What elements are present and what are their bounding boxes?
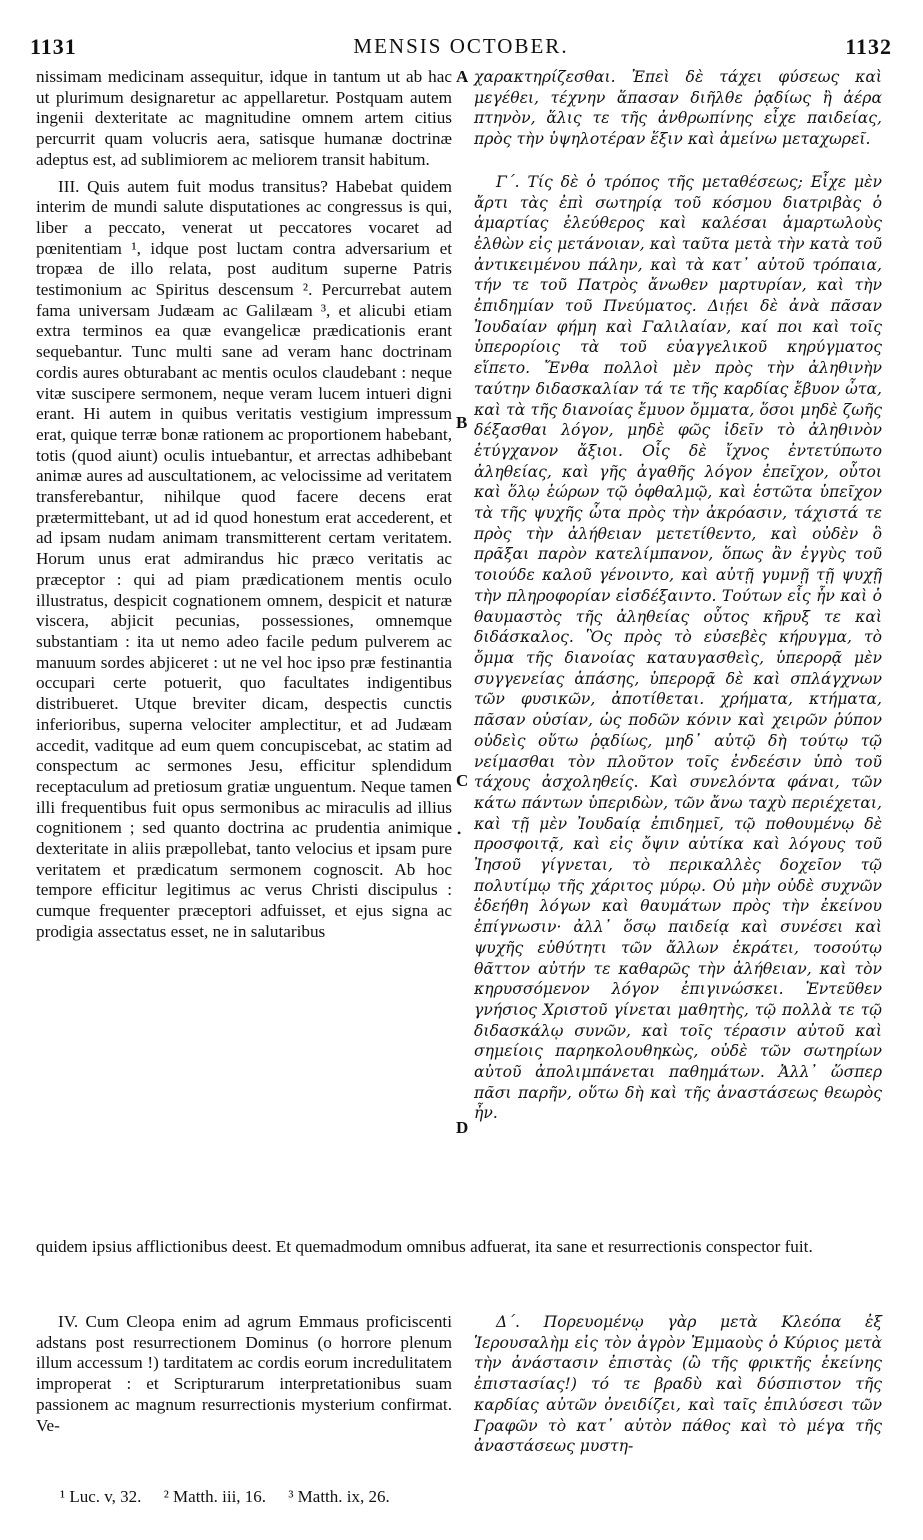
- latin-paragraph-3: quidem ipsius afflictionibus deest. Et quemadmodum omnibus adfuerat, ita sane et resurrectionis conspector fuit.: [36, 1237, 813, 1256]
- latin-full-width-line: [36, 1237, 882, 1258]
- greek-paragraph-2: Γ΄. Τίς δὲ ὁ τρόπος τῆς μεταθέσεως; Εἶχε μὲν ἄρτι τὰς ἐπὶ σωτηρίᾳ τοῦ κόσμου διατριβὰς ὁ ἁμαρτίας ἐλεύθερος καὶ καλέσαι ἁμαρτωλοὺς ἐλθὼν εἰς μετάνοιαν, καὶ ταῦτα μετὰ τὴν κατὰ τοῦ ἀντικειμένου πάλην, καὶ τὰ κατ᾽ αὐτοῦ τρόπαια, τήν τε τοῦ Πατρὸς ἄνωθεν μαρτυρίαν, καὶ τὴν ἐπιδημίαν τοῦ Πνεύματος. Διῄει δὲ ἀνὰ πᾶσαν Ἰουδαίαν φήμη καὶ Γαλιλαίαν, καί ποι καὶ τοῖς ὑπερορίοις τὰ τοῦ εὐαγγελικοῦ κηρύγματος εἵπετο. Ἔνθα πολλοὶ μὲν πρὸς τὴν ἀληθινὴν ταύτην διδασκαλίαν τά τε τῆς καρδίας ἔβυον ὦτα, καὶ τὰ τῆς διανοίας ἔμυον ὄμματα, ὅσοι μηδὲ ζωῆς δέξασθαι λόγον, μηδὲ φῶς ἰδεῖν τὸ ἀληθινὸν ἐτύγχανον ἄξιοι. Οἷς δὲ ἴχνος ἐντετύπωτο ἀληθείας, καὶ γῆς ἀγαθῆς λόγον ἐπεῖχον, οὗτοι καὶ ὅλῳ ἑώρων τῷ ὀφθαλμῷ, καὶ ἑστῶτα ὑπεῖχον τὰ τῆς ψυχῆς ὦτα πρὸς τὴν ἀκρόασιν, τάχιστά τε πρὸς τὴν ἀλήθειαν μετετίθεντο, καὶ οὐδὲν ὃ πρᾶξαι παρὸν κατελίμπανον, ὅπως ἂν ἐγγὺς τοῦ τοιούδε καλοῦ γένοιντο, καὶ αὐτῇ γυμνῇ τῇ ψυχῇ τὴν πληροφορίαν εἰσδέξαιντο. Τούτων εἷς ἦν καὶ ὁ θαυμαστὸς τῆς ἀληθείας οὗτος κῆρυξ τε καὶ διδάσκαλος. Ὃς πρὸς τὸ εὐσεβὲς κήρυγμα, τὸ ὄμμα τῆς διανοίας καταυγασθεὶς, ὑπερορᾷ μὲν συγγενείας ἁπάσης, ὑπερορᾷ δὲ καὶ σπλάγχνων τῶν φυσικῶν, ἀποτίθεται. χρήματα, κτήματα, πᾶσαν οὐσίαν, ὡς ποδῶν κόνιν καὶ χειρῶν ῥύπον οὐδεὶς οὕτω ῥᾳδίως, μηδ᾽ αὐτῷ δὴ τούτῳ τῷ νείμασθαι τὸν πλοῦτον τοῖς ἐνδεέσιν ὑπὸ τοῦ τάχους ἀσχοληθείς. Καὶ συνελόντα φάναι, τῶν κάτω πάντων ὑπεριδὼν, τῶν ἄνω ταχὺ περιέχεται, καὶ τῇ μὲν Ἰουδαίᾳ ἐπιδημεῖ, τῷ ποθουμένῳ δὲ προσφοιτᾷ, καὶ εἰς ὄψιν αὐτίκα καὶ λόγους τοῦ Ἰησοῦ γίγνεται, τὸ περικαλλὲς δοχεῖον τῷ πολυτίμῳ τῆς χάριτος μύρῳ. Οὐ μὴν οὐδὲ συχνῶν ἐδεήθη λόγων καὶ θαυμάτων πρὸς τὴν ἐκείνου ἐπίγνωσιν· ἀλλ᾽ ὅσῳ παιδείᾳ καὶ συνέσει καὶ ψυχῆς εὐθύτητι τῶν ἄλλων ἐκράτει, τοσούτῳ θᾶττον αὐτήν τε καθαρῶς τὴν ἀλήθειαν, καὶ τὸν κηρυσσόμενον λόγον ἐπιγινώσκει. Ἐντεῦθεν γνήσιος Χριστοῦ γίνεται μαθητὴς, τῷ πολλὰ τε τῷ διδασκάλῳ συνῶν, καὶ τοῖς τέρασιν αὐτοῦ καὶ σημείοις παρηκολουθηκὼς, οὐδὲ τῶν σωτηρίων αὐτοῦ ἀπολιμπάνεται παθημάτων. Ἀλλ᾽ ὥσπερ πᾶσι παρῆν, οὕτω δὴ καὶ τῆς ἀναστάσεως θεωρὸς ἦν.: [474, 172, 882, 1123]
- footnotes: [60, 1487, 560, 1507]
- greek-paragraph-3: Δ΄. Πορευομένῳ γὰρ μετὰ Κλεόπα ἐξ Ἱερουσαλὴμ εἰς τὸν ἀγρὸν Ἐμμαοὺς ὁ Κύριος μετὰ τὴν ἀνάστασιν ἐπιστὰς (ὢ τῆς φρικτῆς ἐκείνης ἐπιστασίας!) τό τε βραδὺ καὶ δύσπιστον τῆς καρδίας αὐτῶν ὀνειδίζει, καὶ ταῖς ἐπιλύσεσι τῶν Γραφῶν τὸ κατ᾽ αὐτὸν πάθος καὶ τὸ μέγα τῆς ἀναστάσεως μυστη-: [474, 1313, 882, 1456]
- margin-marker-c: C: [456, 771, 469, 790]
- margin-dot: •: [457, 826, 462, 840]
- latin-column-upper: [36, 67, 452, 943]
- footnote-2: ² Matth. iii, 16.: [163, 1487, 267, 1506]
- greek-paragraph-1: χαρακτηρίζεσθαι. Ἐπεὶ δὲ τάχει φύσεως καὶ μεγέθει, τέχνην ἅπασαν διῆλθε ῥᾳδίως ἢ ἀέρα πτηνὸν, ἅλις τε τῆς ἀνθρωπίνης εἶχε παιδείας, πρὸς τὴν ὑψηλοτέραν ἕξιν καὶ ἀμείνω μεταχωρεῖ.: [474, 68, 882, 149]
- latin-paragraph-1: nissimam medicinam assequitur, idque in tantum ut ab hac ut plurimum designaretur ac appellaretur. Postquam autem ingenii dexteritate ac magnitudine omnem artem citius percurrit quam volucris aera, satisque humanæ doctrinæ adeptus est, ad sublimiorem ac meliorem transit habitum.: [36, 67, 452, 169]
- greek-column-upper: [474, 67, 882, 1124]
- margin-marker-b: B: [456, 413, 468, 432]
- page-header: [30, 34, 892, 64]
- latin-paragraph-4: IV. Cum Cleopa enim ad agrum Emmaus proficiscenti adstans post resurrectionem Dominus (o horrore plenum illum accessum !) tarditatem ac cordis eorum incredulitatem improperat : et Scripturarum interpretationibus suam passionem ac magnum resurrectionis mysterium confirmat. Ve-: [36, 1312, 452, 1435]
- latin-column-lower: [36, 1312, 452, 1436]
- latin-paragraph-2: III. Quis autem fuit modus transitus? Habebat quidem interim de mundi salute disputationes ac congressus is qui, liber a peccato, venerat ut peccatores vocaret ad pœnitentiam ¹, idque post luctam contra adversarium et tropæa de illo relata, post auditum superne Patris testimonium ac Spiritus descensum ². Percurrebat autem fama universam Judæam ac Galilæam ³, et alicubi etiam extra terminos ea quæ evangelicæ prædicationis erant sequebantur. Tunc multi sane ad veram hanc doctrinam cordis aures obturabant ac mentis oculos claudebant : neque vitæ suscipere sermonem, neque veram lucem intueri digni erant. Hi autem in quibus veritatis vestigium impressum erat, quique terræ bonæ rationem ac proportionem habebant, totis (quod aiunt) oculis intuebantur, et arrectas adhibebant animæ aures ad auscultationem, ac velocissime ad veritatem transferebantur, nihilque quod facere decens erat prætermittebant, ut ad id quod honestum erat accederent, et ad ipsam nudam animam transmitterent certam veritatem. Horum unus erat admirandus hic præco veritatis ac præceptor : qui ad piam prædicationem mentis oculo illustratus, despicit cognationem omnem, despicit et naturæ viscera, abjicit pecunias, possessiones, omnemque substantiam : ita ut nemo adeo facile pedum pulverem ac manuum sordes abjiceret : ut ne vel hoc ipso præ festinantia occupari certe potuerit, quo facultates indigentibus distribueret. Utque breviter dicam, despectis cunctis inferioribus, superna velociter amplectitur, et ad Judæam accedit, vaditque ad eum quem concupiscebat, ac statim ad conspectum ac sermones Jesu, efficitur splendidum receptaculum ad pretiosum gratiæ unguentum. Neque tamen illi frequentibus fuit opus sermonibus ac miraculis ad illius cognitionem ; sed quanto doctrina ac prudentia animique dexteritate in aliis præpollebat, tanto velocius et ipsam pure veritatem et prædicatum sermonem cognoscit. Ab hoc tempore efficitur legitimus ac verus Christi discipulus : cumque frequenter præceptori adfuisset, et ejus signa ac prodigia assectatus esset, ne in salutaribus: [36, 176, 452, 941]
- margin-marker-d: D: [456, 1118, 469, 1137]
- running-title: MENSIS OCTOBER.: [353, 34, 569, 58]
- page-number-left: 1131: [30, 34, 77, 59]
- footnote-3: ³ Matth. ix, 26.: [288, 1487, 390, 1506]
- footnote-1: ¹ Luc. v, 32.: [60, 1487, 142, 1506]
- margin-marker-a: A: [456, 67, 469, 86]
- greek-column-lower: [474, 1312, 882, 1457]
- page-number-right: 1132: [845, 34, 892, 59]
